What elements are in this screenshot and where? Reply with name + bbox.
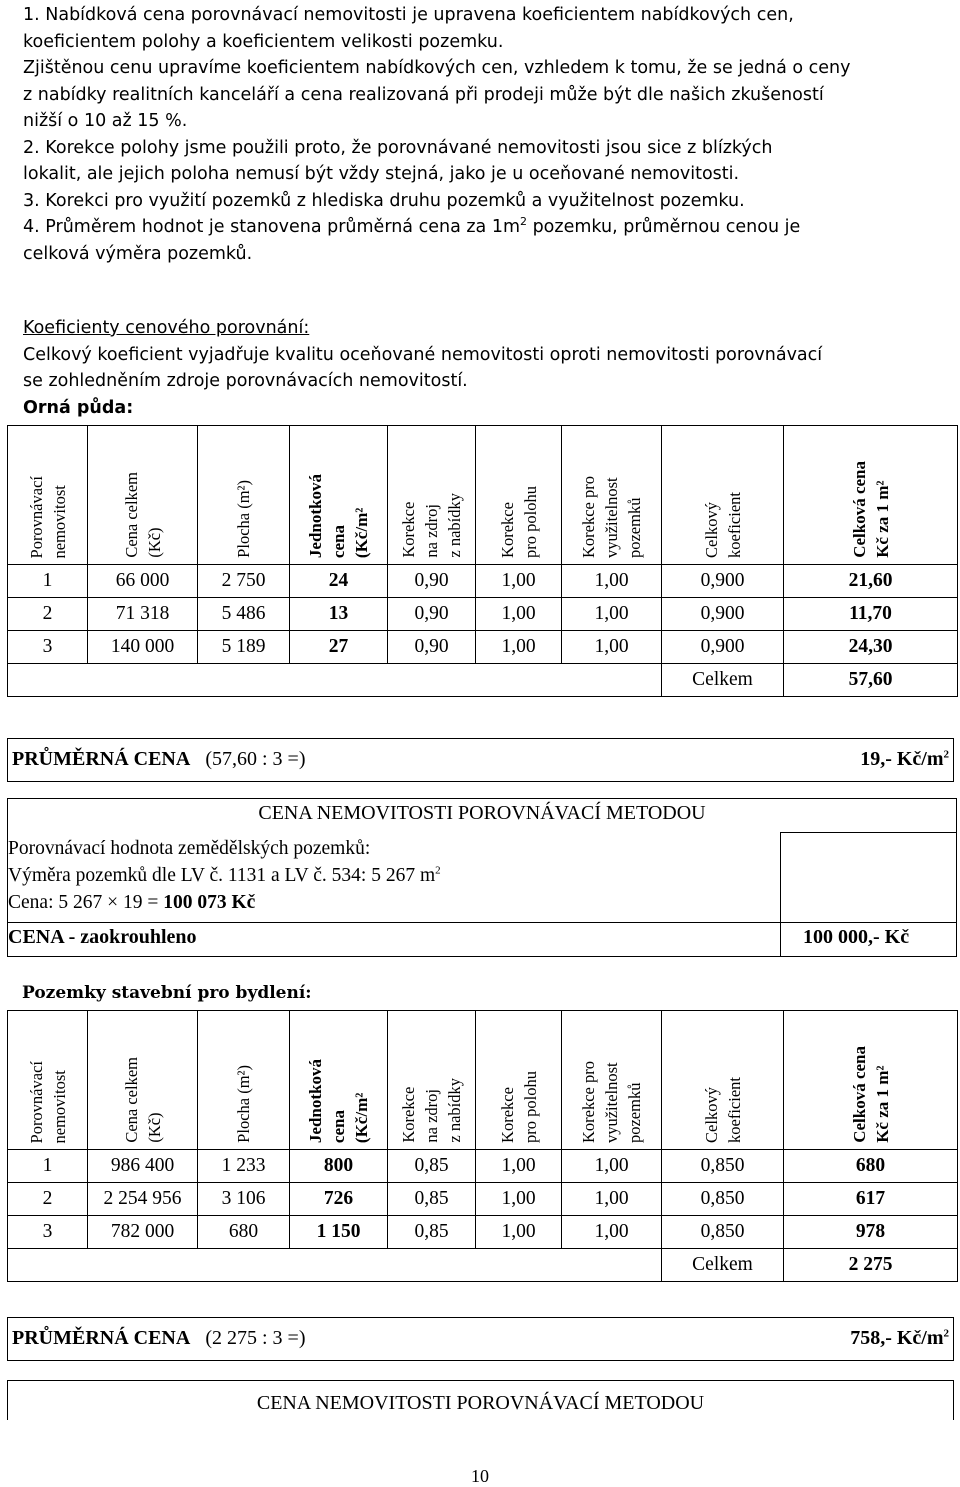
stavebni-table [7,1010,958,1282]
average-label: PRŮMĚRNÁ CENA [12,748,191,770]
valuation-title: CENA NEMOVITOSTI POROVNÁVACÍ METODOU [258,802,706,824]
cell: 71 318 [88,598,198,631]
intro-p1-line2: koeficientem polohy a koeficientem velikosti pozemku. [23,31,504,52]
header-cell: Plocha (m²) [234,480,253,558]
cell: 0,85 [388,1183,476,1216]
cell: 0,900 [662,565,784,598]
header-cell: Celkový koeficient [701,1077,744,1143]
intro-p3: 3. Korekci pro využití pozemků z hlediska druhu pozemků a využitelnost pozemku. [23,190,745,211]
total-label: Celkem [662,664,784,697]
cell: 0,90 [388,565,476,598]
cell: 11,70 [784,598,958,631]
stavebni-title: Pozemky stavební pro bydlení: [22,983,312,1003]
cell: 680 [784,1150,958,1183]
intro-p2-line2: lokalit, ale jejich poloha nemusí být vždy stejná, jako je u oceňované nemovitosti. [23,164,740,184]
average-calc: (57,60 : 3 =) [205,748,306,770]
valuation-section [7,798,957,958]
average-value: 19,- $Kč/m^2$ [860,748,949,770]
cell: 0,90 [388,631,476,664]
cell: 21,60 [784,565,958,598]
cell: 1,00 [476,631,562,664]
header-cell: Korekce na zdroj z nabídky [399,1078,464,1143]
header-cell: Porovnávací nemovitost [26,475,69,558]
intro-p4-line2: celková výměra pozemků. [23,243,253,264]
coefficients-line1: Celkový koeficient vyjadřuje kvalitu oceňované nemovitosti oproti nemovitosti porovnávací [23,344,823,365]
cell: 1 233 [198,1150,290,1183]
orna-title: Orná půda: [23,397,134,418]
intro-p4-line1: 4. Průměrem hodnot je stanovena průměrná cena za $1m^2$ pozemku, průměrnou cenou je [23,215,801,237]
average-calc: (2 275 : 3 =) [205,1327,306,1349]
header-cell: Korekce pro polohu [497,1071,540,1143]
cell: 800 [290,1150,388,1183]
total-label: Celkem [662,1249,784,1282]
cell: 617 [784,1183,958,1216]
cell: 5 189 [198,631,290,664]
header-cell: Jednotková cena (Kč/m² [306,473,371,558]
header-cell: Korekce pro polohu [497,486,540,558]
stavebni-header-row [8,1011,958,1150]
valuation2-box [7,1380,954,1420]
stavebni-average-box [7,1317,954,1361]
cell: 0,85 [388,1216,476,1249]
cell: 1,00 [562,1216,662,1249]
table-row [8,598,958,631]
table-row [8,565,958,598]
intro-text [23,2,953,267]
orna-average-box [7,738,954,782]
header-cell: Cena celkem (Kč) [121,472,164,558]
header-cell: Jednotková cena (Kč/m² [306,1058,371,1143]
coefficients-line2: se zohledněním zdroje porovnávacích nemovitostí. [23,371,468,391]
cell: 726 [290,1183,388,1216]
header-cell: Plocha (m²) [234,1065,253,1143]
intro-p1-line5: nižší o 10 až 15 %. [23,111,188,131]
cell: 0,85 [388,1150,476,1183]
table-row [8,1216,958,1249]
cell: 3 [8,1216,88,1249]
header-cell: Celková cena Kč za 1 m² [849,1046,892,1143]
cell: 1,00 [562,631,662,664]
valuation-line3: Cena: 5 267 × 19 = 100 073 Kč [8,892,256,913]
table-row [8,1150,958,1183]
cell: 680 [198,1216,290,1249]
cell: 2 [8,1183,88,1216]
cell: 978 [784,1216,958,1249]
average-label: PRŮMĚRNÁ CENA [12,1327,191,1349]
intro-p1-line4: z nabídky realitních kanceláří a cena realizovaná při prodeji může být dle našich zkušeností [23,84,824,105]
cell: 2 750 [198,565,290,598]
cell: 27 [290,631,388,664]
header-cell: Korekce na zdroj z nabídky [399,493,464,558]
cell: 1,00 [476,598,562,631]
cell: 1 [8,565,88,598]
cell: 0,90 [388,598,476,631]
coefficients-section [23,315,953,421]
cell: 1,00 [562,1183,662,1216]
total-value: 57,60 [784,664,958,697]
cell: 1,00 [476,565,562,598]
total-row [8,1249,958,1282]
total-value: 2 275 [784,1249,958,1282]
page-number: 10 [471,1466,489,1486]
cell: 2 254 956 [88,1183,198,1216]
cell: 0,900 [662,598,784,631]
average-value: 758,- $Kč/m^2$ [850,1327,949,1349]
header-cell: Porovnávací nemovitost [26,1060,69,1143]
cell: 782 000 [88,1216,198,1249]
table-row [8,631,958,664]
cell: 1,00 [476,1150,562,1183]
table-row [8,1183,958,1216]
cell: 2 [8,598,88,631]
total-row [8,664,958,697]
cell: 24 [290,565,388,598]
cell: 0,850 [662,1150,784,1183]
cell: 0,850 [662,1183,784,1216]
cell: 24,30 [784,631,958,664]
cell: 66 000 [88,565,198,598]
cell: 3 [8,631,88,664]
cell: 13 [290,598,388,631]
cell: 1,00 [562,565,662,598]
cell: 986 400 [88,1150,198,1183]
header-cell: Korekce pro využitelnost pozemků [579,475,644,558]
intro-p1-line3: Zjištěnou cenu upravíme koeficientem nabídkových cen, vzhledem k tomu, že se jedná o ceny [23,58,851,78]
cell: 1,00 [562,1150,662,1183]
header-cell: Cena celkem (Kč) [121,1057,164,1143]
valuation2-title: CENA NEMOVITOSTI POROVNÁVACÍ METODOU [256,1392,705,1414]
cell: 1,00 [476,1183,562,1216]
orna-header-row [8,426,958,565]
header-cell: Korekce pro využitelnost pozemků [579,1060,644,1143]
intro-p1-line1: 1. Nabídková cena porovnávací nemovitosti je upravena koeficientem nabídkových cen, [23,5,794,25]
cell: 5 486 [198,598,290,631]
header-cell: Celková cena Kč za 1 m² [849,461,892,558]
cell: 1,00 [476,1216,562,1249]
valuation-line1: Porovnávací hodnota zemědělských pozemků: [8,838,371,859]
header-cell: Celkový koeficient [701,492,744,558]
valuation-line2: Výměra pozemků dle LV č. 1131 a LV č. 534: 5 267 $m^2$ [8,864,441,886]
intro-p2-line1: 2. Korekce polohy jsme použili proto, že porovnávané nemovitosti jsou sice z blízkých [23,137,773,158]
orna-table [7,425,958,697]
cell: 1,00 [562,598,662,631]
cell: 1 150 [290,1216,388,1249]
rounded-label: CENA - zaokrouhleno [8,926,197,948]
cell: 0,850 [662,1216,784,1249]
cell: 0,900 [662,631,784,664]
coefficients-heading: Koeficienty cenového porovnání: [23,318,310,338]
cell: 140 000 [88,631,198,664]
cell: 1 [8,1150,88,1183]
cell: 3 106 [198,1183,290,1216]
rounded-value: 100 000,- Kč [803,926,910,948]
